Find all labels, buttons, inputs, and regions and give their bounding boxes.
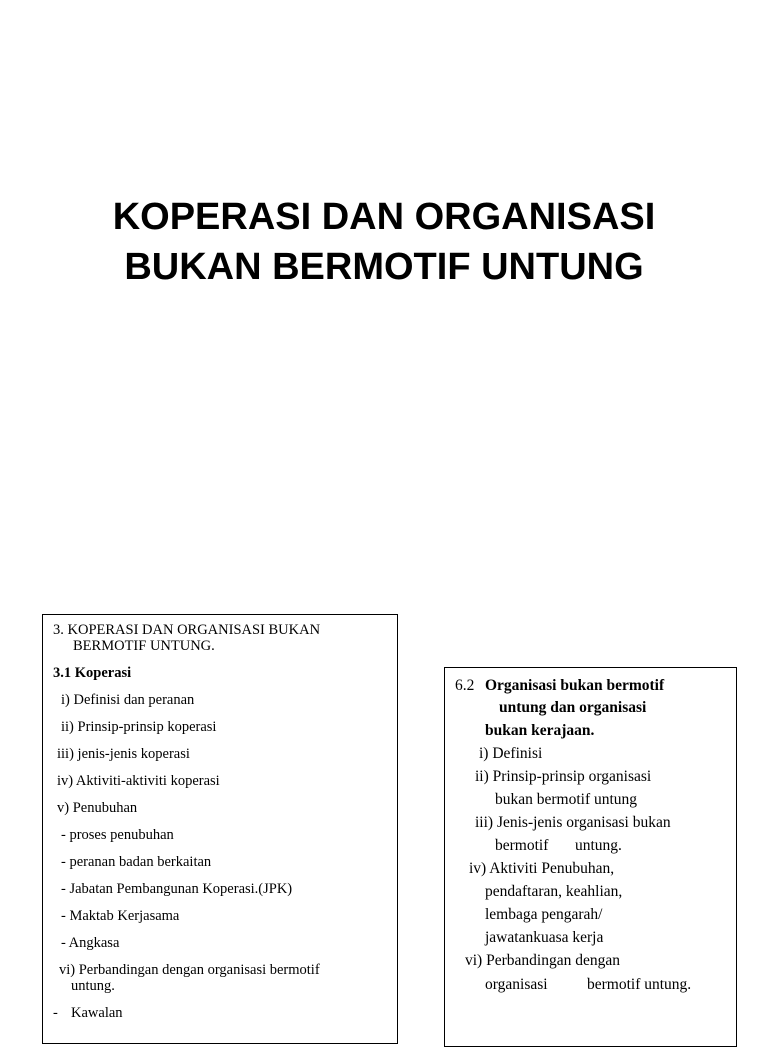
list-item-continuation: untung. bbox=[575, 837, 622, 854]
list-item: - proses penubuhan bbox=[61, 827, 174, 843]
list-item: vi) Perbandingan dengan organisasi bermotif bbox=[59, 962, 320, 978]
title-line-2: BUKAN BERMOTIF UNTUNG bbox=[124, 246, 644, 288]
list-item: - Jabatan Pembangunan Koperasi.(JPK) bbox=[61, 881, 293, 897]
list-item: - peranan badan berkaitan bbox=[61, 854, 212, 870]
list-item: v) Penubuhan bbox=[57, 800, 138, 816]
list-item-continuation: bukan bermotif untung bbox=[495, 791, 638, 808]
list-item-continuation: organisasi bbox=[485, 976, 548, 993]
section-heading-line-1: Organisasi bukan bermotif bbox=[485, 677, 665, 694]
syllabus-box-koperasi bbox=[42, 614, 398, 1044]
list-item-continuation: bermotif bbox=[495, 837, 549, 854]
section-heading-line-1: 3. KOPERASI DAN ORGANISASI BUKAN bbox=[53, 622, 321, 638]
subsection-heading: 3.1 Koperasi bbox=[53, 665, 132, 681]
slide-title bbox=[0, 192, 768, 292]
list-item: ii) Prinsip-prinsip organisasi bbox=[475, 768, 652, 785]
list-item: iii) jenis-jenis koperasi bbox=[57, 746, 190, 762]
list-item-continuation: bermotif untung. bbox=[587, 976, 692, 993]
list-item-continuation: jawatankuasa kerja bbox=[485, 929, 604, 946]
list-item: i) Definisi dan peranan bbox=[61, 692, 195, 708]
syllabus-box-organisasi bbox=[444, 667, 737, 1047]
list-item: i) Definisi bbox=[479, 745, 543, 762]
list-item-continuation: pendaftaran, keahlian, bbox=[485, 883, 623, 900]
list-item: vi) Perbandingan dengan bbox=[465, 952, 620, 969]
list-item: ii) Prinsip-prinsip koperasi bbox=[61, 719, 217, 735]
section-heading-line-3: bukan kerajaan. bbox=[485, 722, 595, 739]
section-heading-line-2: untung dan organisasi bbox=[499, 699, 647, 716]
list-item: - Maktab Kerjasama bbox=[61, 908, 180, 924]
list-item: iv) Aktiviti Penubuhan, bbox=[469, 860, 615, 877]
list-bullet-dash: - bbox=[53, 1005, 58, 1021]
list-item: iii) Jenis-jenis organisasi bukan bbox=[475, 814, 671, 831]
title-line-1: KOPERASI DAN ORGANISASI bbox=[112, 196, 656, 238]
list-item-continuation: untung. bbox=[71, 978, 115, 994]
list-item: Kawalan bbox=[71, 1005, 123, 1021]
section-heading-line-2: BERMOTIF UNTUNG. bbox=[73, 638, 215, 654]
list-item-continuation: lembaga pengarah/ bbox=[485, 906, 603, 923]
section-number: 6.2 bbox=[455, 677, 475, 694]
list-item: - Angkasa bbox=[61, 935, 120, 951]
list-item: iv) Aktiviti-aktiviti koperasi bbox=[57, 773, 220, 789]
